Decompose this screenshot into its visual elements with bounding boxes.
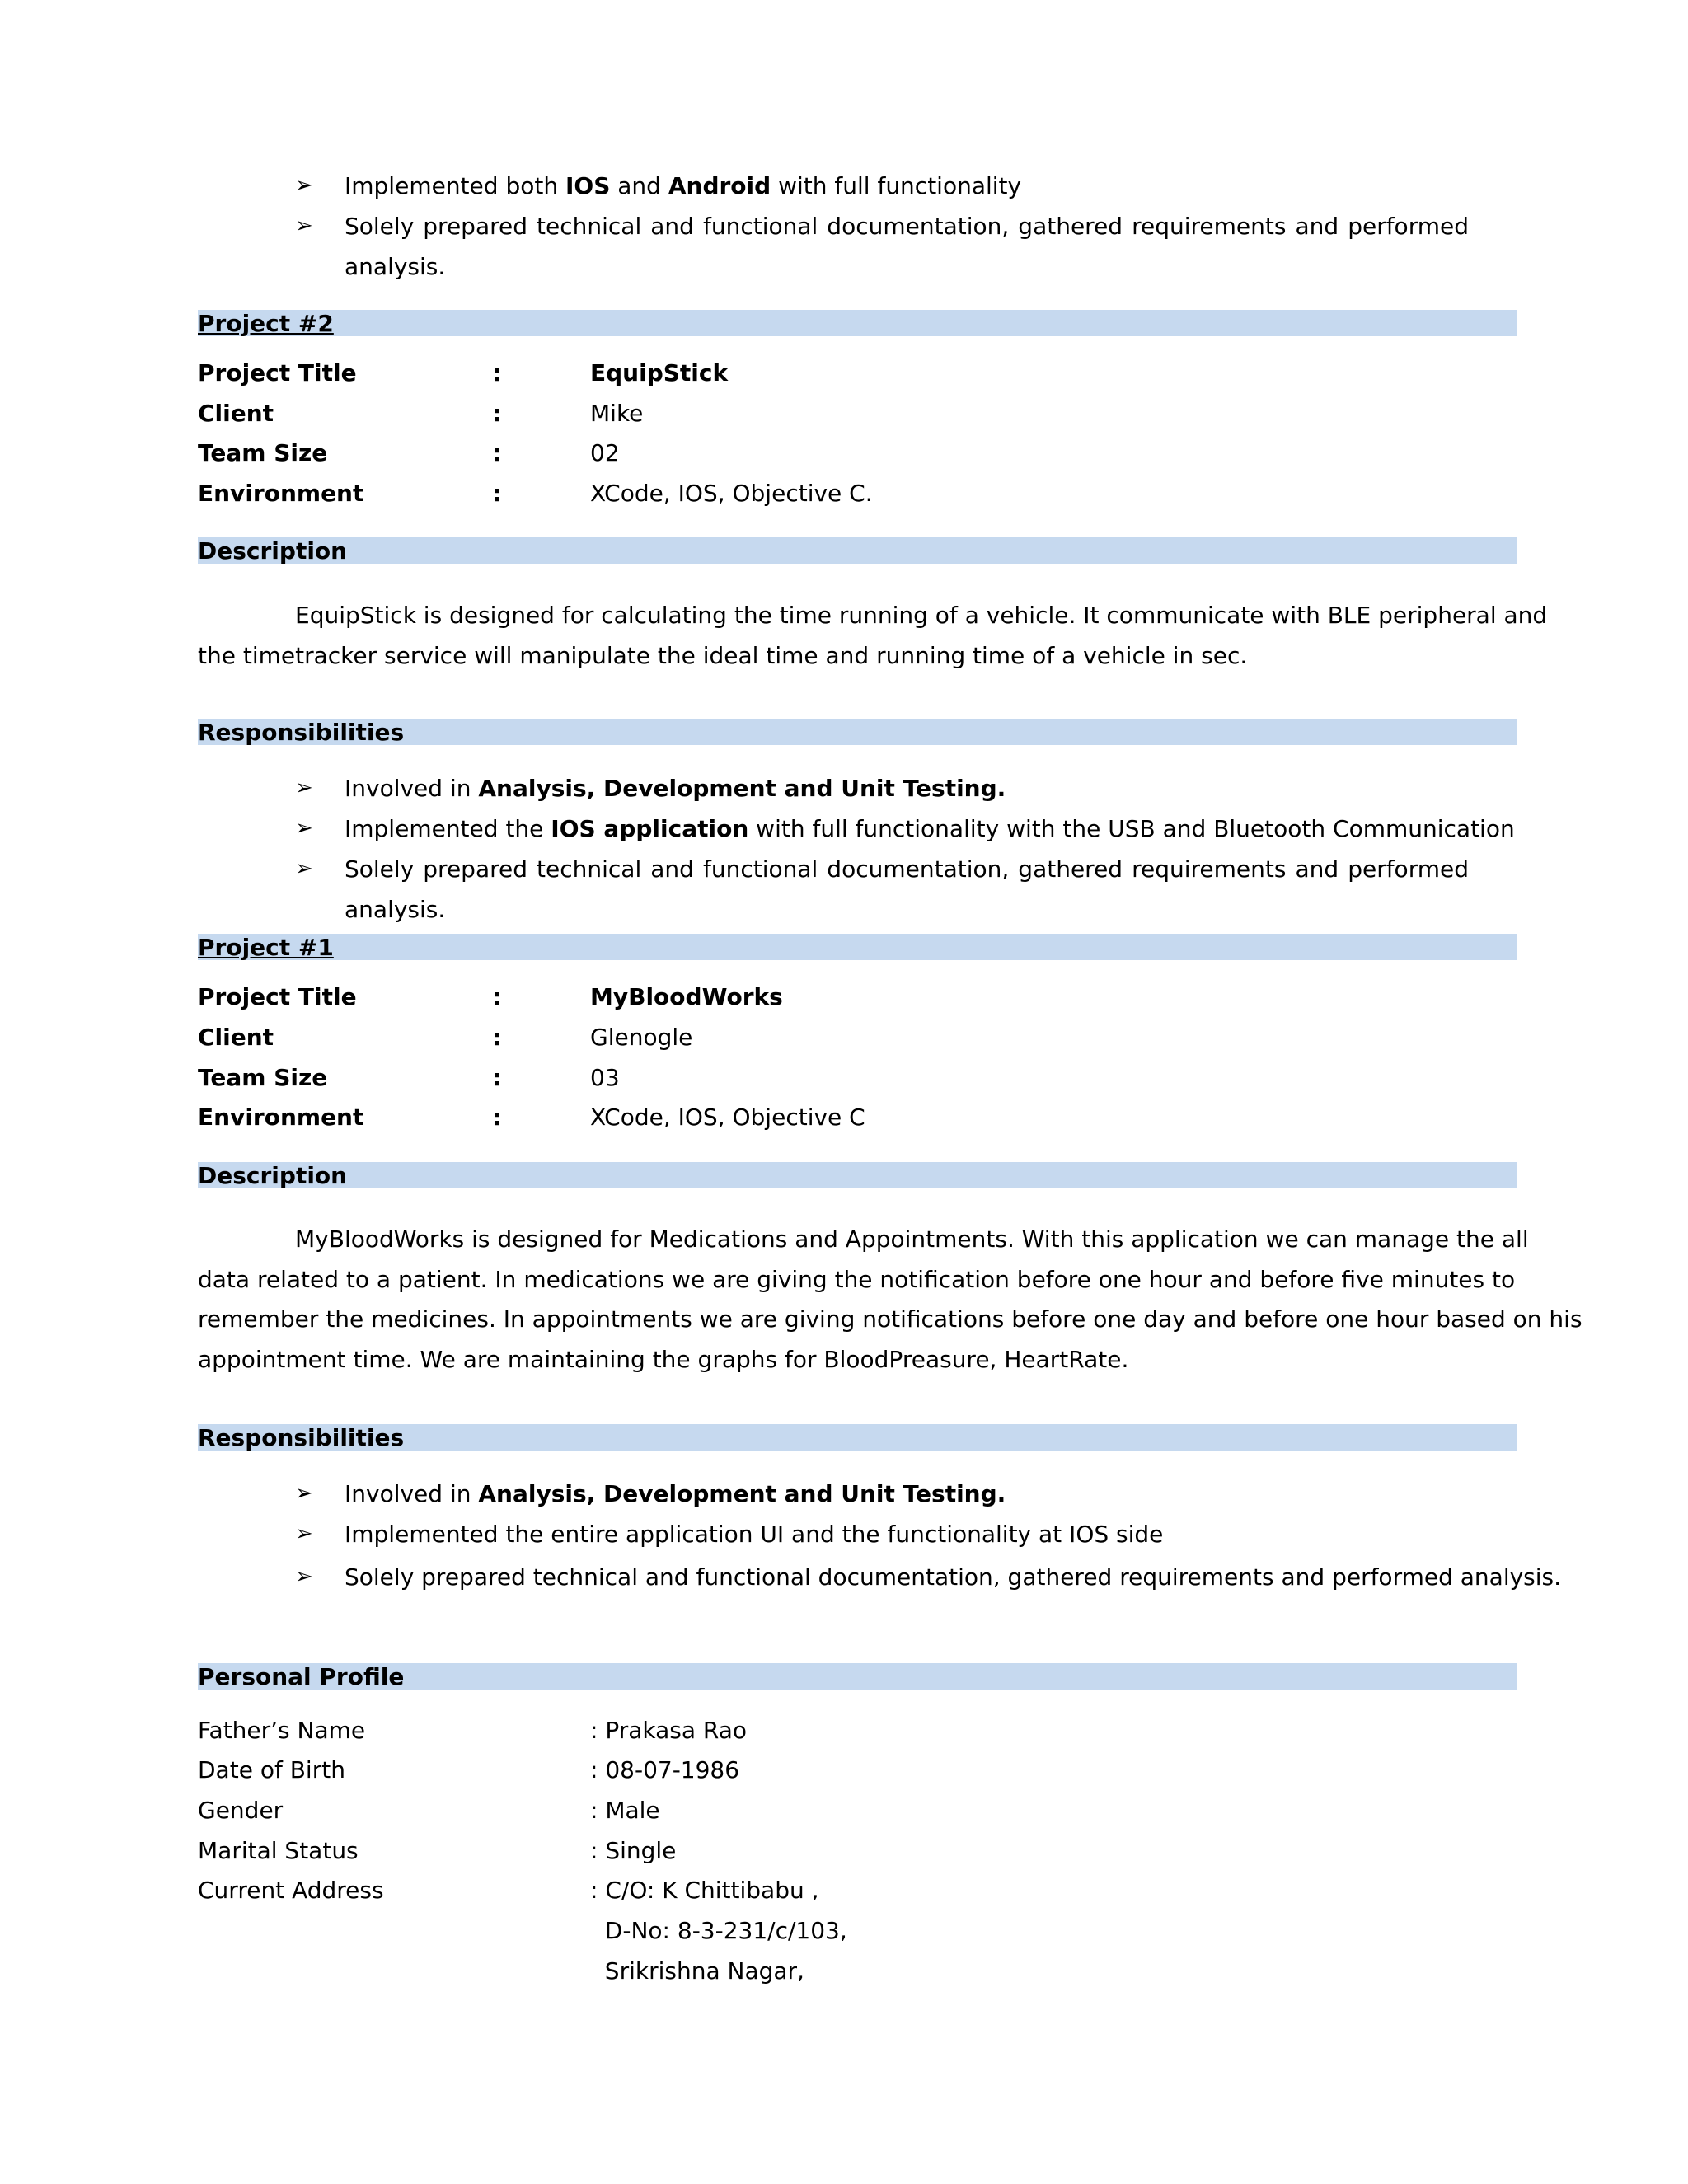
gender-label: Gender: [198, 1797, 284, 1824]
personal-profile-heading: Personal Profile: [198, 1663, 405, 1690]
marital-status-label: Marital Status: [198, 1837, 359, 1864]
dob-label: Date of Birth: [198, 1756, 345, 1783]
bullet-arrow-icon: ➢: [295, 816, 313, 841]
address-line-3: Srikrishna Nagar,: [590, 1957, 804, 1985]
colon: :: [492, 983, 502, 1010]
colon: :: [492, 1024, 502, 1051]
project1-description-line4: appointment time. We are maintaining the graphs for BloodPreasure, HeartRate.: [198, 1346, 1129, 1373]
project1-description-heading: Description: [198, 1162, 348, 1189]
dob-value: : 08-07-1986: [590, 1756, 740, 1783]
bullet-arrow-icon: ➢: [295, 213, 313, 238]
project1-resp-3: Solely prepared technical and functional documentation, gathered requirements and performed analysis.: [345, 1563, 1562, 1591]
father-name-value: : Prakasa Rao: [590, 1717, 748, 1744]
address-line-1: : C/O: K Chittibabu ,: [590, 1877, 819, 1904]
section-bar: [198, 934, 1517, 960]
project1-client-value: Glenogle: [590, 1024, 693, 1051]
project2-client-value: Mike: [590, 400, 644, 427]
colon: :: [492, 1104, 502, 1131]
project1-team-value: 03: [590, 1064, 620, 1091]
father-name-label: Father’s Name: [198, 1717, 366, 1744]
project1-description-line1: MyBloodWorks is designed for Medications and Appointments. With this application we can manage the all: [295, 1226, 1529, 1253]
current-address-label: Current Address: [198, 1877, 384, 1904]
address-line-2: D-No: 8-3-231/c/103,: [590, 1917, 847, 1944]
project2-heading: Project #2: [198, 310, 334, 337]
colon: :: [492, 439, 502, 466]
project1-resp-1: Involved in Analysis, Development and Unit Testing.: [345, 1480, 1006, 1507]
project2-description-heading: Description: [198, 537, 348, 565]
colon: :: [492, 400, 502, 427]
project1-title-value: MyBloodWorks: [590, 983, 783, 1010]
bullet-arrow-icon: ➢: [295, 776, 313, 800]
section-bar: [198, 1162, 1517, 1188]
project1-description-line2: data related to a patient. In medications we are giving the notification before one hour and before five minutes to: [198, 1266, 1516, 1293]
project2-client-label: Client: [198, 400, 274, 427]
gender-value: : Male: [590, 1797, 660, 1824]
bullet-arrow-icon: ➢: [295, 173, 313, 198]
project1-responsibilities-heading: Responsibilities: [198, 1424, 405, 1451]
project2-resp-3-line1: Solely prepared technical and functional documentation, gathered requirements and performed: [345, 855, 1469, 883]
intro-bullet-1: Implemented both IOS and Android with full functionality: [345, 172, 1022, 199]
intro-bullet-2-line1: Solely prepared technical and functional documentation, gathered requirements and performed: [345, 213, 1469, 240]
section-bar: [198, 310, 1517, 336]
section-bar: [198, 537, 1517, 564]
colon: :: [492, 480, 502, 507]
marital-status-value: : Single: [590, 1837, 677, 1864]
project1-title-label: Project Title: [198, 983, 357, 1010]
colon: :: [492, 359, 502, 387]
project2-env-value: XCode, IOS, Objective C.: [590, 480, 873, 507]
project2-resp-2: Implemented the IOS application with full functionality with the USB and Bluetooth Communication: [345, 815, 1515, 842]
project2-env-label: Environment: [198, 480, 364, 507]
project2-description-line2: the timetracker service will manipulate the ideal time and running time of a vehicle in sec.: [198, 642, 1248, 669]
bullet-arrow-icon: ➢: [295, 1481, 313, 1506]
project2-title-value: EquipStick: [590, 359, 729, 387]
project1-client-label: Client: [198, 1024, 274, 1051]
project1-env-value: XCode, IOS, Objective C: [590, 1104, 865, 1131]
project1-heading: Project #1: [198, 934, 334, 961]
project1-env-label: Environment: [198, 1104, 364, 1131]
project1-team-label: Team Size: [198, 1064, 328, 1091]
bullet-arrow-icon: ➢: [295, 1521, 313, 1546]
colon: :: [492, 1064, 502, 1091]
project2-title-label: Project Title: [198, 359, 357, 387]
project2-team-label: Team Size: [198, 439, 328, 466]
bullet-arrow-icon: ➢: [295, 856, 313, 881]
project2-team-value: 02: [590, 439, 620, 466]
project1-resp-2: Implemented the entire application UI and the functionality at IOS side: [345, 1521, 1164, 1548]
project2-responsibilities-heading: Responsibilities: [198, 719, 405, 746]
bullet-arrow-icon: ➢: [295, 1564, 313, 1589]
intro-bullet-2-line2: analysis.: [345, 253, 446, 280]
project2-description-line1: EquipStick is designed for calculating the time running of a vehicle. It communicate with BLE peripheral and: [295, 602, 1548, 629]
project1-description-line3: remember the medicines. In appointments we are giving notifications before one day and before one hour based on his: [198, 1305, 1582, 1333]
project2-resp-1: Involved in Analysis, Development and Unit Testing.: [345, 775, 1006, 802]
project2-resp-3-line2: analysis.: [345, 896, 446, 923]
